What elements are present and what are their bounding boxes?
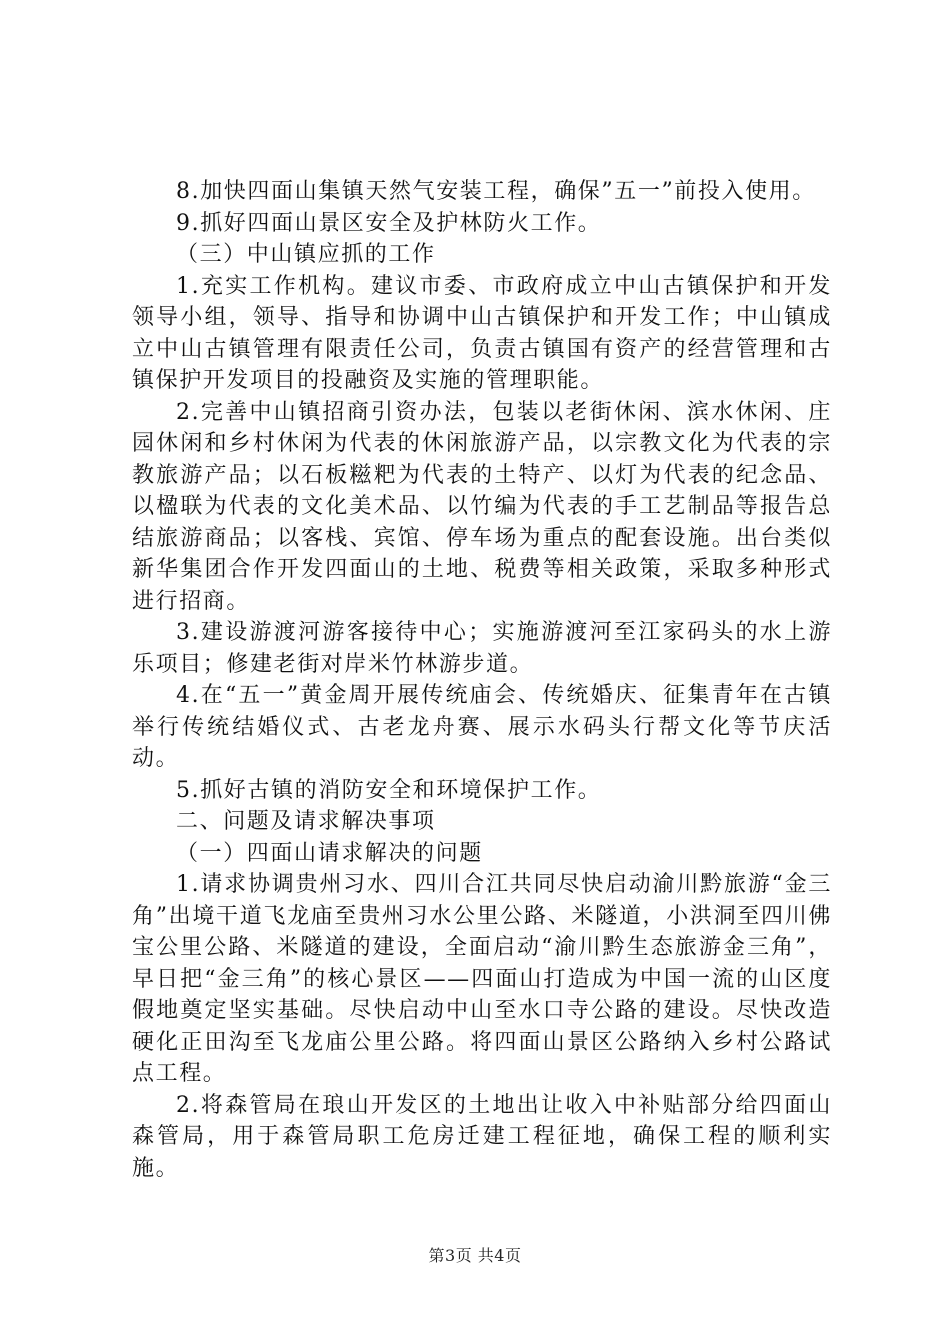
subsection-heading-simianshan: （一）四面山请求解决的问题 bbox=[176, 840, 483, 866]
page-footer: 第3页 共4页 bbox=[428, 1246, 522, 1265]
paragraph-zhongshan-3: 3.建设游渡河游客接待中心；实施游渡河至江家码头的水上游乐项目；修建老街对岸米竹林游步道。 bbox=[132, 620, 832, 677]
paragraph-zhongshan-1: 1.充实工作机构。建议市委、市政府成立中山古镇保护和开发领导小组，领导、指导和协调中山古镇保护和开发工作；中山镇成立中山古镇管理有限责任公司，负责古镇国有资产的经营管理和古镇保护开发项目的投融资及实施的管理职能。 bbox=[132, 273, 832, 393]
paragraph-zhongshan-2: 2.完善中山镇招商引资办法，包装以老街休闲、滨水休闲、庄园休闲和乡村休闲为代表的休闲旅游产品，以宗教文化为代表的宗教旅游产品；以石板糍粑为代表的土特产、以灯为代表的纪念品、以楹联为代表的文化美术品、以竹编为代表的手工艺制品等报告总结旅游商品；以客栈、宾馆、停车场为重点的配套设施。出台类似新华集团合作开发四面山的土地、税费等相关政策，采取多种形式进行招商。 bbox=[132, 399, 832, 614]
paragraph-request-2: 2.将森管局在琅山开发区的土地出让收入中补贴部分给四面山森管局，用于森管局职工危房迁建工程征地，确保工程的顺利实施。 bbox=[132, 1092, 832, 1181]
document-body bbox=[132, 176, 832, 1184]
section-heading-zhongshan: （三）中山镇应抓的工作 bbox=[176, 242, 436, 267]
paragraph-zhongshan-5: 5.抓好古镇的消防安全和环境保护工作。 bbox=[176, 777, 602, 803]
paragraph-item-9: 9.抓好四面山景区安全及护林防火工作。 bbox=[176, 210, 602, 236]
paragraph-request-1: 1.请求协调贵州习水、四川合江共同尽快启动渝川黔旅游“金三角”出境干道飞龙庙至贵州习水公里公路、米隧道，小洪洞至四川佛宝公里公路、米隧道的建设，全面启动“渝川黔生态旅游金三角”，早日把“金三角”的核心景区——四面山打造成为中国一流的山区度假地奠定坚实基础。尽快启动中山至水口寺公路的建设。尽快改造硬化正田沟至飞龙庙公里公路。将四面山景区公路纳入乡村公路试点工程。 bbox=[132, 872, 832, 1086]
section-heading-problems: 二、问题及请求解决事项 bbox=[176, 809, 436, 834]
paragraph-zhongshan-4: 4.在“五一”黄金周开展传统庙会、传统婚庆、征集青年在古镇举行传统结婚仪式、古老龙舟赛、展示水码头行帮文化等节庆活动。 bbox=[132, 683, 832, 771]
paragraph-item-8: 8.加快四面山集镇天然气安装工程，确保”五一”前投入使用。 bbox=[176, 179, 816, 204]
